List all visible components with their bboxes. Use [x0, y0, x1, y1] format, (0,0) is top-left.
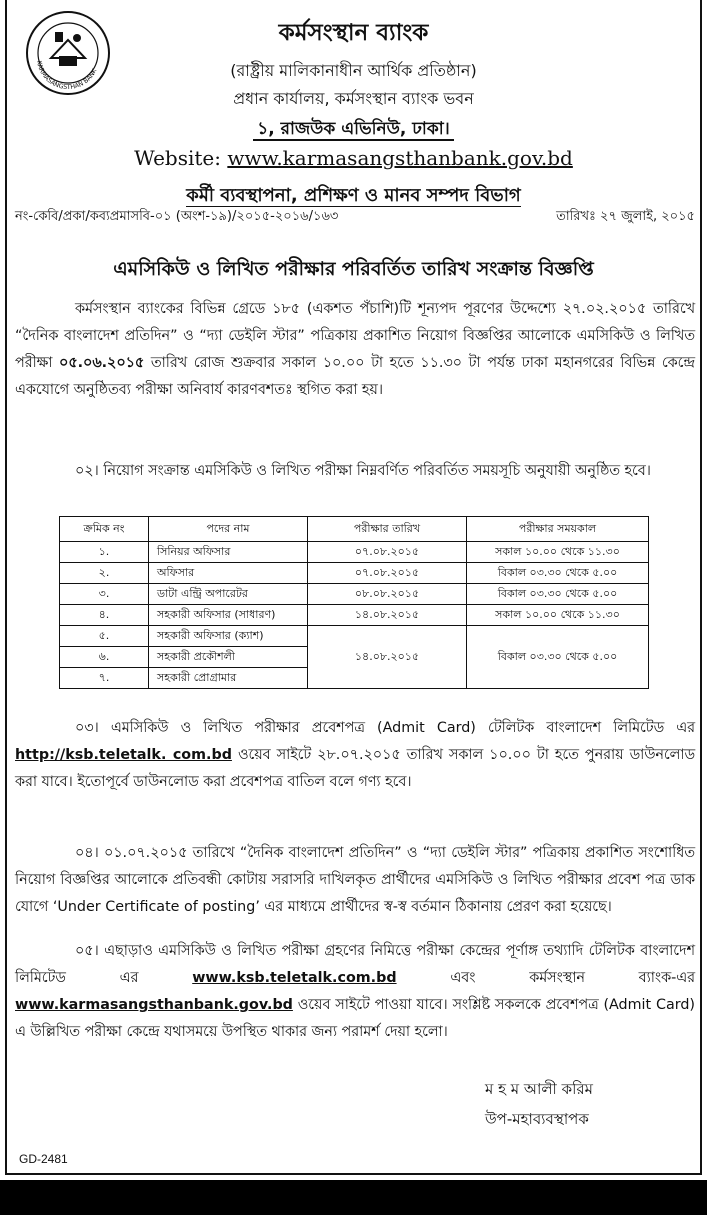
p1-text-a: কর্মসংস্থান ব্যাংকের বিভিন্ন গ্রেডে ১৮৫ (একশত পঁচাশি)টি শূন্যপদ পূরণের উদ্দেশ্যে ২৭.০২.২০১৫ তারিখে “দৈনিক বাংলাদেশ প্রতিদিন” ও “দ্যা ডেইলি স্টার” পত্রিকায় প্রকাশিত নিয়োগ বিজ্ঞপ্তির আলোকে এমসিকিউ ও লিখিত পরীক্ষা: [15, 301, 695, 371]
row-post: অফিসার: [149, 563, 308, 584]
row-sl: ৭.: [60, 668, 149, 689]
p1-text-b: তারিখ রোজ শুক্রবার সকাল ১০.০০ টা হতে ১১.৩০ টা পর্যন্ত ঢাকা মহানগরের বিভিন্ন কেন্দ্রে একযোগে অনুষ্ঠিতব্য পরীক্ষা অনিবার্য কারণবশতঃ স্থগিত করা হয়।: [15, 355, 695, 398]
table-row: [60, 584, 649, 605]
row-time: বিকাল ০৩.৩০ থেকে ৫.০০: [467, 584, 649, 605]
row-date: ০৮.০৮.২০১৫: [308, 584, 467, 605]
col-date: পরীক্ষার তারিখ: [308, 517, 467, 542]
row-date: ০৭.০৮.২০১৫: [308, 563, 467, 584]
row-post: সহকারী অফিসার (ক্যাশ): [149, 626, 308, 647]
group-date: ১৪.০৮.২০১৫: [308, 626, 467, 689]
department-text: কর্মী ব্যবস্থাপনা, প্রশিক্ষণ ও মানব সম্পদ বিভাগ: [186, 185, 521, 206]
gd-code: GD-2481: [19, 1152, 68, 1166]
ksb-teletalk-link[interactable]: www.ksb.teletalk.com.bd: [192, 970, 397, 986]
paragraph-3: [15, 715, 695, 796]
table-row: [60, 626, 649, 647]
row-post: সহকারী অফিসার (সাধারণ): [149, 605, 308, 626]
notice-title: এমসিকিউ ও লিখিত পরীক্ষার পরিবর্তিত তারিখ সংক্রান্ত বিজ্ঞপ্তি: [113, 258, 594, 280]
col-post: পদের নাম: [149, 517, 308, 542]
row-sl: ৩.: [60, 584, 149, 605]
row-sl: ২.: [60, 563, 149, 584]
row-time: সকাল ১০.০০ থেকে ১১.৩০: [467, 542, 649, 563]
row-post: সহকারী প্রোগ্রামার: [149, 668, 308, 689]
website-line: [7, 146, 700, 170]
row-time: সকাল ১০.০০ থেকে ১১.৩০: [467, 605, 649, 626]
row-date: ১৪.০৮.২০১৫: [308, 605, 467, 626]
schedule-table: [59, 516, 649, 689]
signatory-name: ম হ ম আলী করিম: [485, 1080, 593, 1098]
paragraph-4: ০৪। ০১.০৭.২০১৫ তারিখে “দৈনিক বাংলাদেশ প্রতিদিন” ও “দ্যা ডেইলি স্টার” পত্রিকায় প্রকাশিত সংশোধিত নিয়োগ বিজ্ঞপ্তির আলোকে প্রতিবন্ধী কোটায় সরাসরি দাখিলকৃত প্রার্থীদের এমসিকিউ ও লিখিত পরীক্ষার প্রবেশ পত্র ডাক যোগে ‘Under Certificate of posting’ এর মাধ্যমে প্রার্থীদের স্ব-স্ব বর্তমান ঠিকানায় প্রেরণ করা হয়েছে।: [15, 845, 695, 915]
p5-text-a: ০৫। এছাড়াও এমসিকিউ ও লিখিত পরীক্ষা গ্রহণের নিমিত্তে পরীক্ষা কেন্দ্রের পূর্ণাঙ্গ তথ্যাদি টেলিটক বাংলাদেশ লিমিটেড এর: [15, 943, 695, 986]
paragraph-5: [15, 938, 695, 1046]
address-text: ১, রাজউক এভিনিউ, ঢাকা।: [253, 119, 454, 141]
row-sl: ৬.: [60, 647, 149, 668]
table-row: [60, 605, 649, 626]
bank-name: কর্মসংস্থান ব্যাংক: [278, 20, 429, 46]
col-sl: ক্রমিক নং: [60, 517, 149, 542]
row-post: ডাটা এন্ট্রি অপারেটর: [149, 584, 308, 605]
head-office: প্রধান কার্যালয়, কর্মসংস্থান ব্যাংক ভবন: [233, 89, 474, 108]
p3-text-a: ০৩। এমসিকিউ ও লিখিত পরীক্ষার প্রবেশপত্র (Admit Card) টেলিটক বাংলাদেশ লিমিটেড এর: [75, 720, 695, 736]
row-sl: ৫.: [60, 626, 149, 647]
address: [7, 116, 700, 144]
row-post: সিনিয়র অফিসার: [149, 542, 308, 563]
website-link[interactable]: www.karmasangsthanbank.gov.bd: [227, 146, 573, 170]
table-row: [60, 542, 649, 563]
paragraph-2: ০২। নিয়োগ সংক্রান্ত এমসিকিউ ও লিখিত পরীক্ষা নিম্নবর্ণিত পরিবর্তিত সময়সূচি অনুযায়ী অনুষ্ঠিত হবে।: [75, 463, 651, 479]
bank-website-link[interactable]: www.karmasangsthanbank.gov.bd: [15, 997, 293, 1013]
reference-number: নং-কেবি/প্রকা/কব্যপ্রমাসবি-০১ (অংশ-১৯)/২০১৫-২০১৬/১৬৩: [15, 209, 339, 224]
bank-subtitle: (রাষ্ট্রীয় মালিকানাধীন আর্থিক প্রতিষ্ঠান): [230, 61, 477, 80]
row-date: ০৭.০৮.২০১৫: [308, 542, 467, 563]
teletalk-link[interactable]: http://ksb.teletalk. com.bd: [15, 747, 232, 763]
logo-text: KARMASANGSTHAN BANK: [35, 60, 99, 92]
p3-text-b: ওয়েব সাইটে ২৮.০৭.২০১৫ তারিখ সকাল ১০.০০ টা হতে পুনরায় ডাউনলোড করা যাবে। ইতোপূর্বে ডাউনলোড করা প্রবেশপত্র বাতিল বলে গণ্য হবে।: [15, 747, 695, 790]
group-time: বিকাল ০৩.৩০ থেকে ৫.০০: [467, 626, 649, 689]
row-time: বিকাল ০৩.৩০ থেকে ৫.০০: [467, 563, 649, 584]
p1-exam-date: ০৫.০৬.২০১৫: [59, 355, 145, 371]
table-row: [60, 563, 649, 584]
notice-page: [5, 0, 702, 1175]
p5-text-c: ওয়েব সাইটে পাওয়া যাবে। সংশ্লিষ্ট সকলকে প্রবেশপত্র (Admit Card) এ উল্লিখিত পরীক্ষা কেন্দ্রে যথাসময়ে উপস্থিত থাকার জন্য পরামর্শ দেয়া হলো।: [15, 997, 695, 1040]
table-header-row: [60, 517, 649, 542]
reference-date: তারিখঃ ২৭ জুলাই, ২০১৫: [556, 209, 695, 224]
paragraph-1: [15, 296, 695, 404]
row-sl: ১.: [60, 542, 149, 563]
bottom-band: [0, 1180, 707, 1215]
website-label: Website:: [134, 146, 221, 170]
reference-row: [15, 207, 695, 229]
col-time: পরীক্ষার সময়কাল: [467, 517, 649, 542]
row-post: সহকারী প্রকৌশলী: [149, 647, 308, 668]
p5-text-b: এবং কর্মসংস্থান ব্যাংক-এর: [396, 970, 695, 986]
row-sl: ৪.: [60, 605, 149, 626]
signatory-title: উপ-মহাব্যবস্থাপক: [485, 1110, 589, 1128]
